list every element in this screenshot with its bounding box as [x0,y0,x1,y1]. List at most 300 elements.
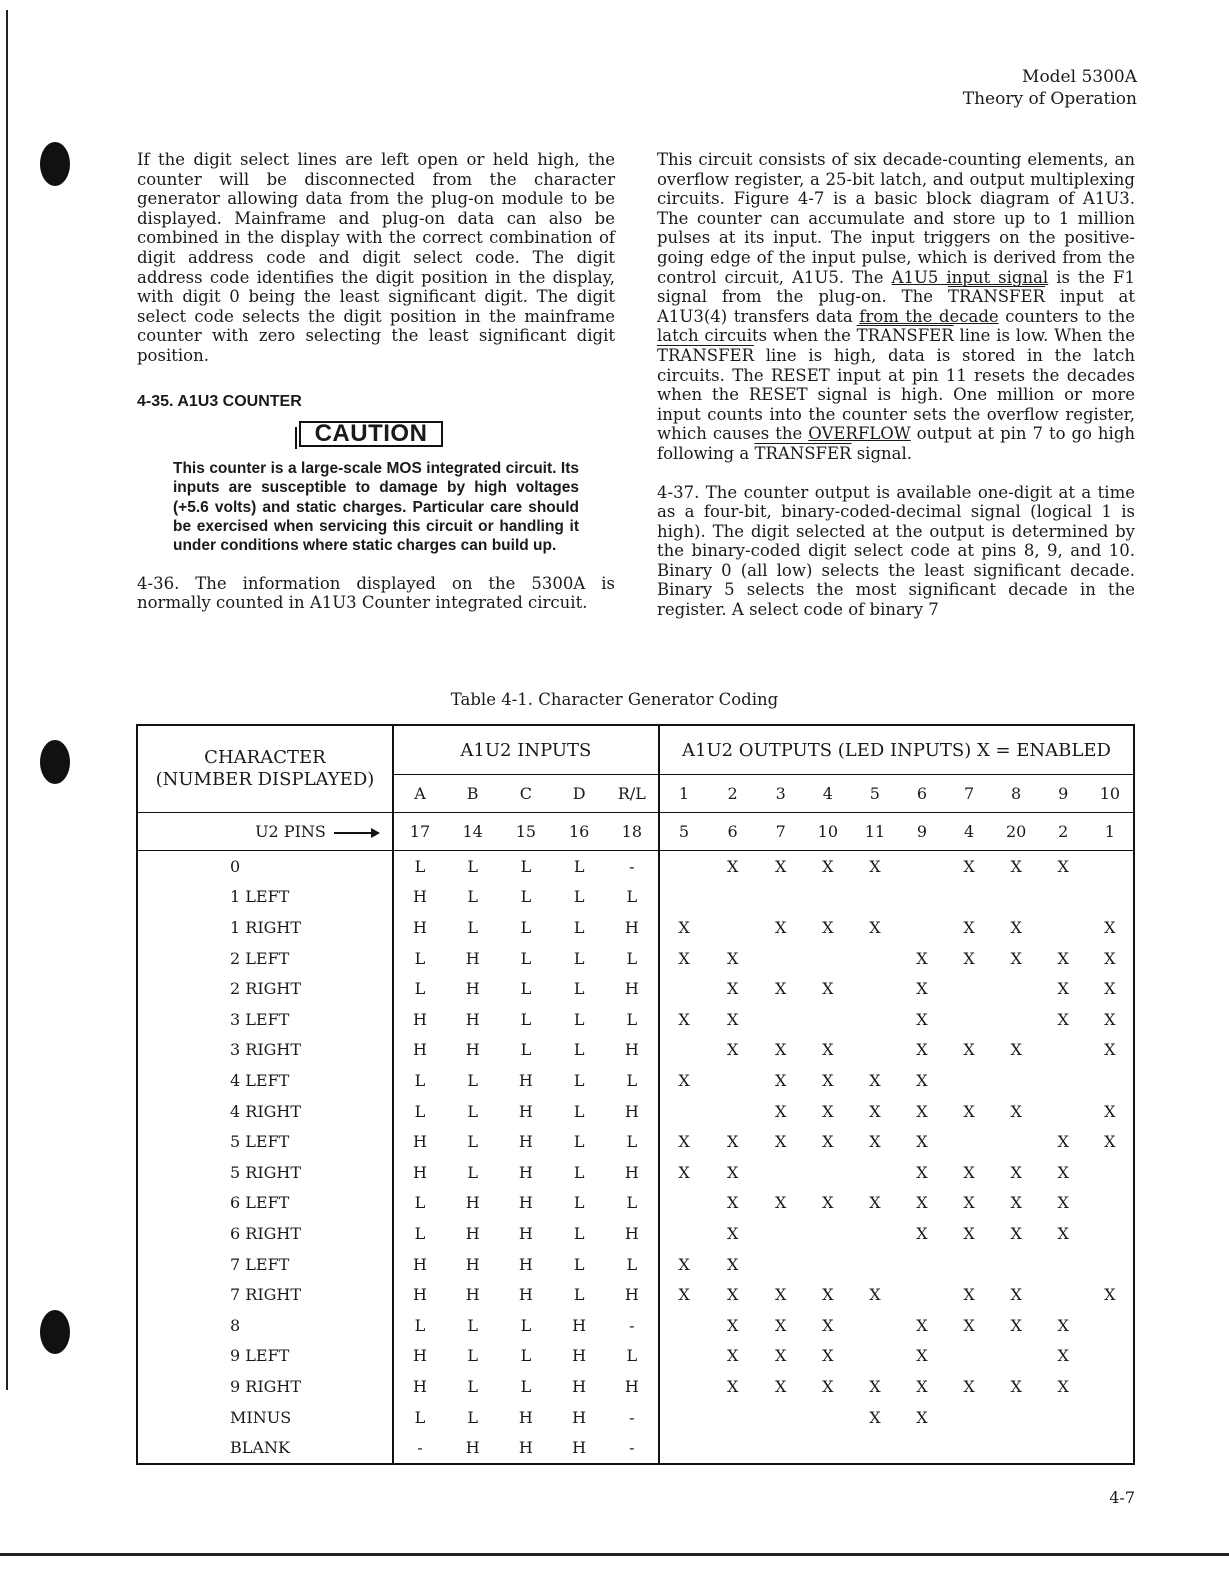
right-column [657,150,1135,620]
text-run: line is high, data is stored in the latch circuits. The RESET input at pin 11 resets the decades when the RESET signal is high. One million or more input counts into the counter sets the overflow register, which causes the [657,345,1135,444]
output-value-cell: X [1010,1223,1022,1243]
input-value-cell: L [520,1009,532,1029]
output-value-cell [898,1249,945,1280]
output-value-cell: X [916,1040,928,1060]
right-arrow-icon [334,832,378,834]
input-value-cell: H [606,912,659,943]
input-value-cell: H [412,887,427,907]
output-value-cell: X [916,1223,928,1243]
output-value-cell: X [869,1070,881,1090]
output-value-cell: X [678,1009,690,1029]
output-value-cell: X [963,856,975,876]
input-value-cell: H [412,1254,427,1274]
input-value-cell: H [572,1438,587,1458]
output-value-cell: X [775,1070,787,1090]
output-value-cell: X [1104,1009,1116,1029]
input-value-cell: H [518,1162,533,1182]
output-value-cell: X [916,1070,928,1090]
output-value-cell: X [1010,1101,1022,1121]
output-value-cell [851,1035,898,1066]
output-value-cell: X [1104,918,1116,937]
output-value-cell: X [726,1285,739,1305]
input-value-cell: H [412,1376,427,1396]
output-column-header: 4 [822,784,833,803]
output-value-cell [1087,1218,1134,1249]
table-row [137,882,1134,913]
output-value-cell [804,882,851,913]
output-value-cell [898,1279,945,1310]
output-value-cell [708,882,757,913]
transfer-signal: TRANSFER [856,326,954,346]
output-value-cell [898,882,945,913]
output-column-header: 9 [1058,784,1069,803]
character-cell: BLANK [137,1432,393,1464]
output-value-cell: X [916,1193,928,1213]
output-value-cell [993,1004,1040,1035]
output-value-cell [757,1157,804,1188]
output-value-cell: X [678,1285,690,1305]
table-row [137,1096,1134,1127]
output-value-cell: X [822,1315,834,1335]
paragraph-4-36: 4-36. The information displayed on the 5300A is normally counted in A1U3 Counter integrated circuit. [137,573,615,613]
output-value-cell [1040,1065,1087,1096]
output-value-cell: X [916,1376,928,1396]
output-value-cell: X [1057,1193,1069,1213]
input-value-cell: L [573,1193,585,1213]
output-pin-cell: 10 [804,813,851,851]
output-value-cell [993,1402,1040,1433]
input-value-cell: H [412,1040,427,1060]
output-value-cell: X [1057,1132,1069,1152]
output-value-cell: X [822,1346,834,1366]
input-value-cell: L [414,1315,426,1335]
output-pin-cell: 7 [757,813,804,851]
character-cell: 2 RIGHT [137,973,393,1004]
table-row [137,1035,1134,1066]
input-value-cell: L [467,1407,478,1427]
table-row [137,1402,1134,1433]
header-section: Theory of Operation [962,89,1137,109]
input-value-cell: L [467,1132,478,1152]
character-generator-coding-table [136,724,1135,1465]
character-cell: MINUS [137,1402,393,1433]
output-value-cell: X [775,1193,787,1213]
input-value-cell: H [465,979,480,999]
output-value-cell: X [775,1132,787,1152]
input-column-header: B [466,784,479,803]
header-model: Model 5300A [1022,67,1137,87]
binder-hole-3 [40,1310,70,1354]
output-value-cell: X [1104,948,1116,968]
output-value-cell [1087,1341,1134,1372]
input-value-cell: L [606,1004,659,1035]
output-value-cell [1087,851,1134,882]
output-pin-cell: 9 [898,813,945,851]
input-pin-cell: 14 [446,813,499,851]
table-row [137,851,1134,882]
output-value-cell [1040,1249,1087,1280]
output-value-cell: X [1057,1162,1069,1182]
output-value-cell: X [726,1315,739,1335]
output-value-cell: X [678,948,690,968]
output-value-cell: X [775,1285,787,1305]
output-value-cell [898,912,945,943]
output-value-cell [659,1432,708,1464]
input-value-cell: L [520,1040,532,1060]
input-value-cell: L [414,948,426,968]
output-value-cell [1087,1188,1134,1219]
output-value-cell [708,1065,757,1096]
left-column [137,150,615,613]
character-cell: 9 LEFT [137,1341,393,1372]
output-value-cell [757,1249,804,1280]
output-value-cell [804,1004,851,1035]
table-row [137,1310,1134,1341]
output-value-cell: X [963,1315,975,1335]
output-value-cell [708,1432,757,1464]
character-cell: 7 LEFT [137,1249,393,1280]
page-header [963,66,1137,110]
table-row [137,1218,1134,1249]
output-value-cell: X [1057,1376,1069,1396]
character-header-line-1: CHARACTER [204,747,326,768]
output-value-cell [993,1341,1040,1372]
input-value-cell: L [520,887,532,907]
output-value-cell: X [869,1407,881,1427]
table-row [137,1279,1134,1310]
input-value-cell: - [606,851,659,882]
output-value-cell: X [1104,1285,1116,1305]
output-value-cell [1087,882,1134,913]
table-row [137,912,1134,943]
input-value-cell: H [572,1346,587,1366]
input-value-cell: H [465,1040,480,1060]
output-value-cell [851,1218,898,1249]
table-row [137,973,1134,1004]
output-value-cell: X [1010,918,1022,937]
output-value-cell: X [726,1254,739,1274]
output-value-cell: X [869,856,881,876]
output-column-header: 2 [727,784,738,803]
output-value-cell: X [775,918,787,937]
input-value-cell: L [573,948,585,968]
output-column-header: 3 [775,784,786,803]
output-value-cell: X [1010,1315,1022,1335]
output-value-cell: X [1057,979,1069,999]
output-pin-cell: 5 [659,813,708,851]
input-column-header: A [414,784,426,803]
output-column-header: 5 [869,784,880,803]
input-value-cell: H [412,1162,427,1182]
output-value-cell: X [775,1040,787,1060]
text-run: signal. [851,443,913,463]
input-value-cell: L [606,1249,659,1280]
output-value-cell: X [822,1193,834,1213]
output-value-cell: X [1057,1223,1069,1243]
output-value-cell [708,912,757,943]
output-value-cell: X [1104,1132,1116,1152]
output-value-cell [946,1341,993,1372]
output-value-cell [993,882,1040,913]
character-cell: 3 LEFT [137,1004,393,1035]
output-value-cell: X [775,1315,787,1335]
output-value-cell: X [963,1101,975,1121]
pins-row [137,813,1134,851]
output-value-cell: X [916,948,928,968]
output-value-cell: X [1057,1315,1069,1335]
table-row [137,1157,1134,1188]
input-value-cell: H [465,1223,480,1243]
output-value-cell: X [916,1407,928,1427]
output-value-cell: X [963,1376,975,1396]
output-value-cell [851,1249,898,1280]
character-cell: 9 RIGHT [137,1371,393,1402]
output-value-cell [659,1035,708,1066]
input-value-cell: H [465,1285,480,1305]
output-value-cell: X [678,1070,690,1090]
input-value-cell: L [573,1009,585,1029]
input-value-cell: L [414,1407,426,1427]
output-value-cell [804,1218,851,1249]
table-header-row [137,725,1134,775]
input-value-cell: H [518,1254,533,1274]
output-value-cell: X [869,918,881,937]
character-cell: 2 LEFT [137,943,393,974]
input-value-cell: H [606,1157,659,1188]
output-value-cell [659,973,708,1004]
output-value-cell: X [963,1162,975,1182]
input-value-cell: - [606,1310,659,1341]
output-value-cell: X [869,1132,881,1152]
input-value-cell: L [573,856,585,876]
overflow-signal: OVERFLOW [808,424,911,444]
output-value-cell: X [775,1101,787,1121]
output-value-cell: X [822,1101,834,1121]
input-value-cell: H [606,1279,659,1310]
output-value-cell: X [1057,948,1069,968]
output-value-cell: X [726,1376,739,1396]
output-value-cell [708,1096,757,1127]
input-value-cell: H [606,1371,659,1402]
input-value-cell: L [573,1101,585,1121]
input-value-cell: L [573,1285,585,1305]
input-value-cell: H [606,973,659,1004]
character-cell: 6 LEFT [137,1188,393,1219]
output-value-cell [1040,1096,1087,1127]
character-cell: 8 [137,1310,393,1341]
output-column-header: 7 [963,784,975,803]
output-value-cell: X [1010,1162,1022,1182]
output-value-cell [1040,1035,1087,1066]
table-row [137,943,1134,974]
output-value-cell: X [1057,1009,1069,1029]
input-value-cell: L [606,1188,659,1219]
output-value-cell: X [678,1162,690,1182]
input-value-cell: H [518,1070,533,1090]
transfer-signal: TRANSFER [657,345,755,365]
output-value-cell [804,943,851,974]
binder-hole-2 [40,740,70,784]
output-value-cell: X [916,1162,928,1182]
input-value-cell: L [520,979,532,999]
output-value-cell: X [916,1315,928,1335]
caution-box-wrapper [127,421,615,447]
output-value-cell: X [1104,1040,1116,1060]
output-value-cell: X [869,1101,881,1121]
output-pin-cell: 2 [1040,813,1087,851]
input-value-cell: L [414,1223,426,1243]
output-value-cell: X [869,1193,881,1213]
input-value-cell: H [518,1132,533,1152]
table-row [137,1065,1134,1096]
output-value-cell: X [916,1009,928,1029]
output-value-cell [1087,1371,1134,1402]
character-cell: 3 RIGHT [137,1035,393,1066]
input-value-cell: L [573,1223,585,1243]
input-value-cell: H [606,1218,659,1249]
output-value-cell: X [1010,948,1022,968]
output-value-cell [804,1432,851,1464]
input-value-cell: H [465,1193,480,1213]
output-value-cell: X [869,1285,881,1305]
text-run: is the F1 signal from the plug-on. The [657,267,1136,307]
output-value-cell [1087,1402,1134,1433]
output-value-cell: X [726,1162,739,1182]
input-value-cell: L [606,882,659,913]
output-value-cell: X [822,918,834,937]
input-value-cell: L [573,1132,585,1152]
input-value-cell: H [518,1438,533,1458]
character-cell: 4 RIGHT [137,1096,393,1127]
character-column-header [137,725,393,813]
output-value-cell [757,1004,804,1035]
table-caption: Table 4-1. Character Generator Coding [450,690,779,709]
output-value-cell [659,1218,708,1249]
output-value-cell: X [726,948,739,968]
section-title-4-35: 4-35. A1U3 COUNTER [137,392,302,410]
input-pin-cell: 17 [393,813,446,851]
output-column-header: 8 [1011,784,1022,803]
output-value-cell [757,1402,804,1433]
input-value-cell: L [520,948,532,968]
input-value-cell: H [465,948,480,968]
output-value-cell [851,1310,898,1341]
character-cell: 0 [137,851,393,882]
output-value-cell [659,1341,708,1372]
output-value-cell [946,1065,993,1096]
output-value-cell [851,1341,898,1372]
input-value-cell: L [573,1040,585,1060]
output-value-cell: X [1010,856,1022,876]
output-value-cell: X [726,1193,739,1213]
output-value-cell [898,1432,945,1464]
table-row [137,1249,1134,1280]
output-pin-cell: 11 [851,813,898,851]
input-value-cell: L [520,856,532,876]
input-value-cell: L [520,1376,532,1396]
output-value-cell [757,1432,804,1464]
input-value-cell: L [606,1065,659,1096]
output-value-cell [659,1402,708,1433]
input-value-cell: L [467,1315,478,1335]
output-value-cell: X [822,1040,834,1060]
input-value-cell: L [573,1254,585,1274]
output-column-header: 6 [916,784,928,803]
pins-label-cell [137,813,393,851]
character-cell: 6 RIGHT [137,1218,393,1249]
table-row [137,1371,1134,1402]
input-value-cell: L [520,918,532,937]
table-body [137,851,1134,1465]
output-value-cell [659,1096,708,1127]
input-value-cell: L [414,856,426,876]
output-value-cell [993,1126,1040,1157]
input-value-cell: L [573,918,585,937]
counter-description-paragraph [657,150,1135,464]
output-value-cell: X [678,1132,690,1152]
caution-text: This counter is a large-scale MOS integrated circuit. Its inputs are susceptible to damage by high voltages (+5.6 volts) and static charges. Particular care should be exercised when servicing this circuit or handling it under conditions where static charges can build up. [173,459,579,555]
output-value-cell [659,882,708,913]
output-value-cell: X [963,1193,975,1213]
output-value-cell: X [963,948,975,968]
output-value-cell [946,973,993,1004]
output-value-cell: X [963,1040,975,1060]
output-value-cell: X [726,1040,739,1060]
input-value-cell: L [573,979,585,999]
output-value-cell [946,1402,993,1433]
input-value-cell: - [606,1402,659,1433]
output-value-cell [757,1218,804,1249]
input-value-cell: H [606,1096,659,1127]
table-row [137,1126,1134,1157]
output-value-cell [659,1310,708,1341]
input-value-cell: L [573,887,585,907]
output-value-cell [851,1432,898,1464]
output-column-header: 10 [1099,784,1121,803]
output-value-cell [757,882,804,913]
transfer-signal: TRANSFER [754,443,852,463]
input-value-cell: L [573,1070,585,1090]
output-value-cell [1087,1065,1134,1096]
output-value-cell [1040,1279,1087,1310]
output-value-cell: X [775,1346,787,1366]
input-column-header: R/L [606,775,659,813]
input-value-cell: H [465,1438,480,1458]
output-value-cell: X [726,856,739,876]
character-cell: 1 LEFT [137,882,393,913]
output-value-cell [1040,882,1087,913]
output-value-cell: X [1010,1285,1022,1305]
input-value-cell: H [572,1315,587,1335]
output-value-cell [1087,1310,1134,1341]
output-value-cell [1040,1402,1087,1433]
output-value-cell [851,1157,898,1188]
output-value-cell [851,882,898,913]
output-value-cell [993,973,1040,1004]
input-value-cell: - [606,1432,659,1464]
input-value-cell: H [518,1407,533,1427]
input-pin-cell: 16 [553,813,606,851]
output-pin-cell: 4 [946,813,993,851]
output-value-cell [851,1004,898,1035]
text-run-underlined: A1U5 input signal [891,267,1049,287]
text-run-underlined: from the decade [859,306,999,326]
input-value-cell: L [467,1162,478,1182]
output-value-cell [946,882,993,913]
input-value-cell: H [412,1346,427,1366]
table-row [137,1432,1134,1464]
input-value-cell: L [606,1126,659,1157]
